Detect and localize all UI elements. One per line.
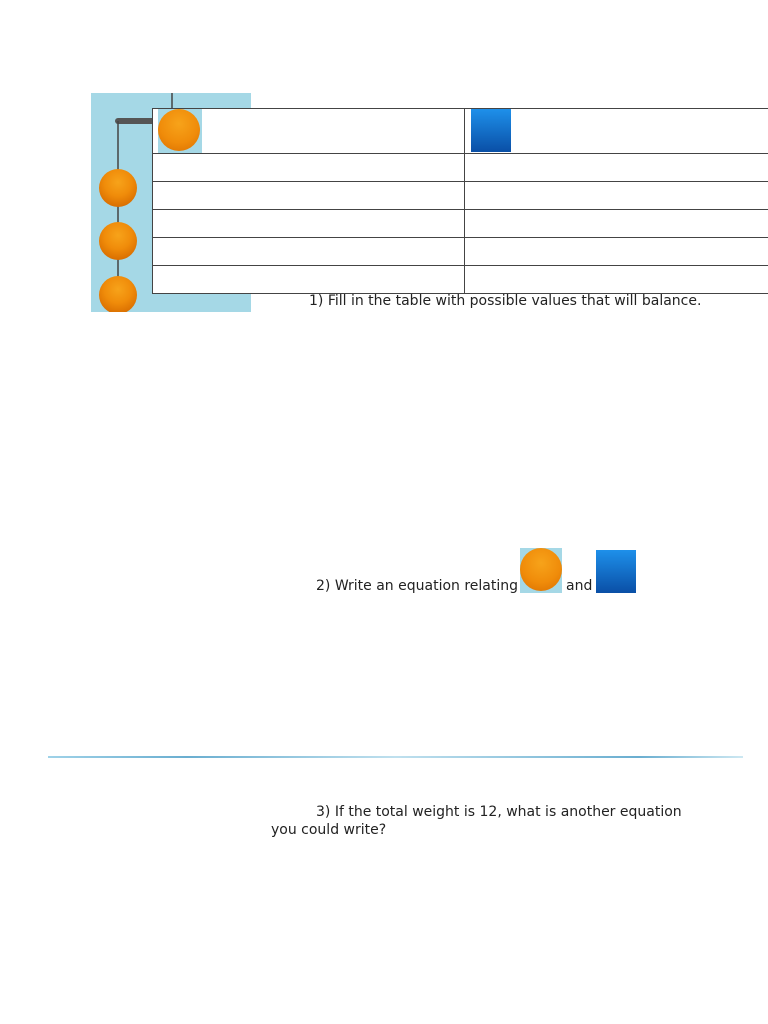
table-row [153,182,768,210]
table-cell-square-value[interactable] [464,154,768,182]
table-cell-square-value[interactable] [464,238,768,266]
question-1-text: 1) Fill in the table with possible values that will balance. [309,293,702,309]
table-header-row [153,109,768,154]
table-cell-square-value[interactable] [464,210,768,238]
blue-square-icon [596,550,636,593]
orange-ball-shape [520,548,562,591]
question-2-and-text: and [566,578,593,594]
question-2-text: 2) Write an equation relating [316,578,519,594]
table-cell-circle-value[interactable] [153,266,465,294]
balance-values-table [152,108,768,294]
table-row [153,238,768,266]
mobile-ball-3 [99,276,137,312]
section-divider [48,756,743,758]
blue-square-icon [471,109,511,152]
table-row [153,154,768,182]
orange-ball-shape [158,109,200,151]
mobile-ball-2 [99,222,137,260]
table-cell-square-value[interactable] [464,266,768,294]
table-cell-circle-value[interactable] [153,238,465,266]
header-cell-square [464,109,768,154]
question-3-text-line-2: you could write? [271,822,387,838]
table-row [153,210,768,238]
table-cell-square-value[interactable] [464,182,768,210]
table-cell-circle-value[interactable] [153,154,465,182]
orange-circle-icon [158,109,202,153]
header-cell-circle [153,109,465,154]
question-3-text-line-1: 3) If the total weight is 12, what is another equation [316,804,682,820]
orange-circle-icon [520,548,562,593]
table-cell-circle-value[interactable] [153,210,465,238]
table-row [153,266,768,294]
table-cell-circle-value[interactable] [153,182,465,210]
mobile-ball-1 [99,169,137,207]
